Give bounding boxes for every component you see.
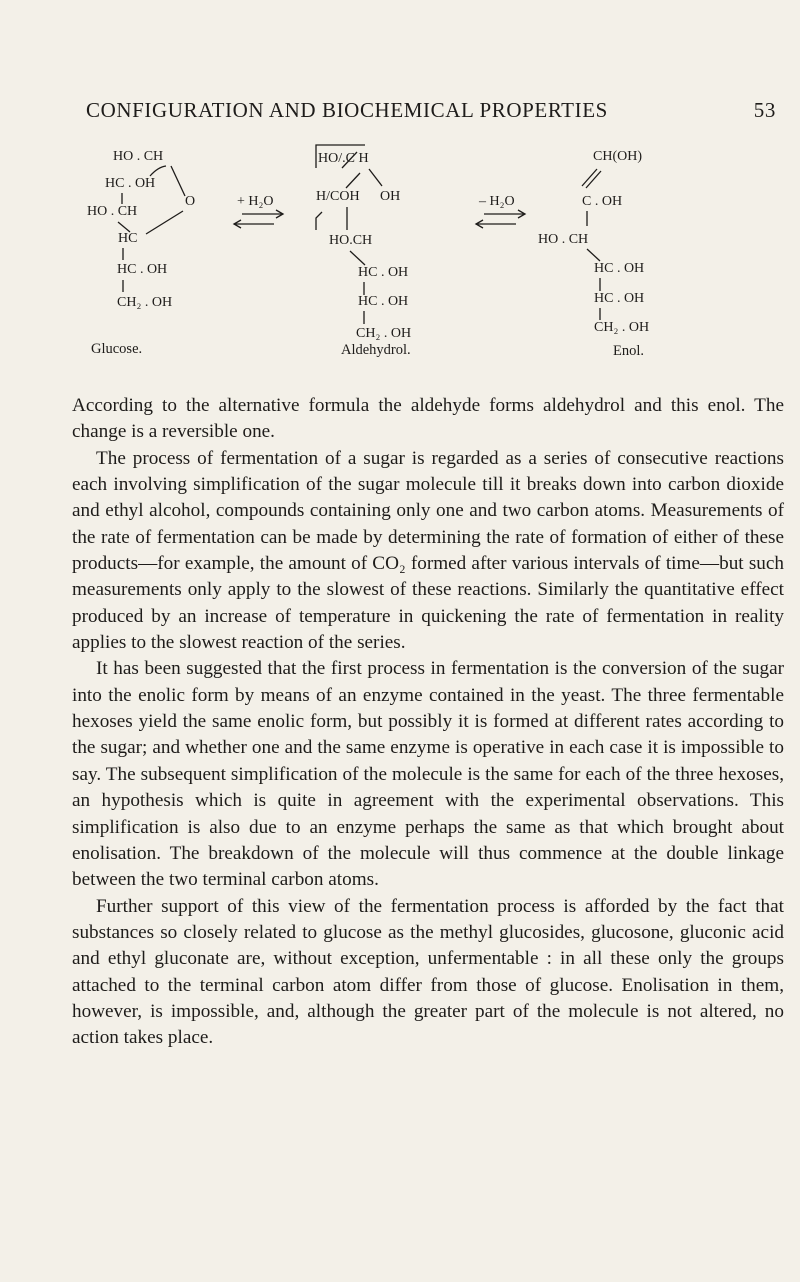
aldehydrol-row-2a: H/COH — [316, 189, 360, 204]
aldehydrol-row-1: HO/.C H — [318, 151, 369, 166]
header-title: CONFIGURATION AND BIOCHEMICAL PROPERTIES — [86, 98, 608, 122]
glucose-row-5: HC . OH — [117, 262, 168, 277]
enol-caption: Enol. — [613, 343, 645, 359]
enol-row-4: HC . OH — [594, 261, 645, 276]
glucose-ring-bond — [171, 166, 185, 196]
glucose-row-4: HC — [118, 231, 138, 246]
paragraph: The process of fermentation of a sugar is regarded as a series of consecutive reactions each involving simplification of the sugar molecule till it breaks down into carbon dioxide and ethyl alcohol, compounds containing only one and two carbon atoms. Measurements of the rate of fermentation can be made by determining the rate of formation of either of these products—for example, the amount of CO₂ formed after various intervals of time—but such measurements only apply to the slowest of these reactions. Similarly the quantitative effect produced by an increase of temperature in quickening the rate of fermentation in reality applies to the slowest reaction of the series. — [72, 447, 784, 654]
reversible-arrow-hydration — [234, 194, 283, 228]
aldehydrol-row-3: HO.CH — [329, 233, 373, 248]
aldehydrol-bond — [346, 173, 360, 188]
enol-row-3: HO . CH — [538, 232, 589, 247]
page-number: 53 — [753, 98, 776, 122]
glucose-row-2: HC . OH — [105, 176, 156, 191]
glucose-row-3: HO . CH — [87, 204, 138, 219]
glucose-ring-bond — [146, 211, 183, 234]
aldehydrol-row-4: HC . OH — [358, 265, 409, 280]
enol-formula — [538, 149, 649, 359]
glucose-bond — [150, 166, 166, 176]
paragraph: Further support of this view of the fermentation process is afforded by the fact that substances so closely related to glucose as the methyl glucosides, glucosone, gluconic acid and ethyl gluconate are, without exception, unfermentable : in all these only the groups attached to the terminal carbon atom differ from those of glucose. Enolisation in them, however, is impossible, and, although the greater part of the molecule is not altered, no action takes place. — [72, 895, 784, 1049]
glucose-row-6: CH₂ . OH — [117, 295, 173, 310]
reversible-arrow-dehydration — [476, 194, 525, 228]
aldehydrol-bond — [369, 169, 382, 186]
aldehydrol-bond — [350, 251, 365, 265]
glucose-row-1: HO . CH — [113, 149, 164, 164]
glucose-ring-oxygen: O — [185, 194, 196, 209]
arrow-label-add-water: + H₂O — [237, 194, 274, 209]
aldehydrol-row-6: CH₂ . OH — [356, 326, 412, 341]
paragraph: According to the alternative formula the aldehyde forms aldehydrol and this enol. The change is a reversible one. — [72, 395, 784, 443]
aldehydrol-formula — [316, 145, 411, 358]
body-text — [72, 393, 784, 1052]
aldehydrol-caption: Aldehydrol. — [341, 342, 411, 358]
aldehydrol-row-2b: OH — [380, 189, 401, 204]
aldehydrol-bracket — [316, 212, 322, 230]
structural-formula-figure — [0, 0, 800, 400]
glucose-caption: Glucose. — [91, 341, 143, 357]
glucose-formula — [87, 149, 195, 357]
enol-bond — [587, 249, 600, 261]
paragraph: It has been suggested that the first process in fermentation is the conversion of the sugar into the enolic form by means of an enzyme contained in the yeast. The three fermentable hexoses yield the same enolic form, but possibly it is formed at different rates according to the sugar; and whether one and the same enzyme is operative in each case it is impossible to say. The subsequent simplification of the molecule is the same for each of the three hexoses, an hypothesis which is quite in agreement with the experimental observations. This simplification is also due to an enzyme perhaps the same as that which brought about enolisation. The breakdown of the molecule will thus commence at the double linkage between the two terminal carbon atoms. — [72, 658, 784, 891]
enol-row-5: HC . OH — [594, 291, 645, 306]
enol-row-2: C . OH — [582, 194, 623, 209]
arrow-label-remove-water: – H₂O — [479, 194, 515, 209]
enol-row-6: CH₂ . OH — [594, 320, 650, 335]
aldehydrol-row-5: HC . OH — [358, 294, 409, 309]
enol-row-1: CH(OH) — [593, 149, 642, 164]
